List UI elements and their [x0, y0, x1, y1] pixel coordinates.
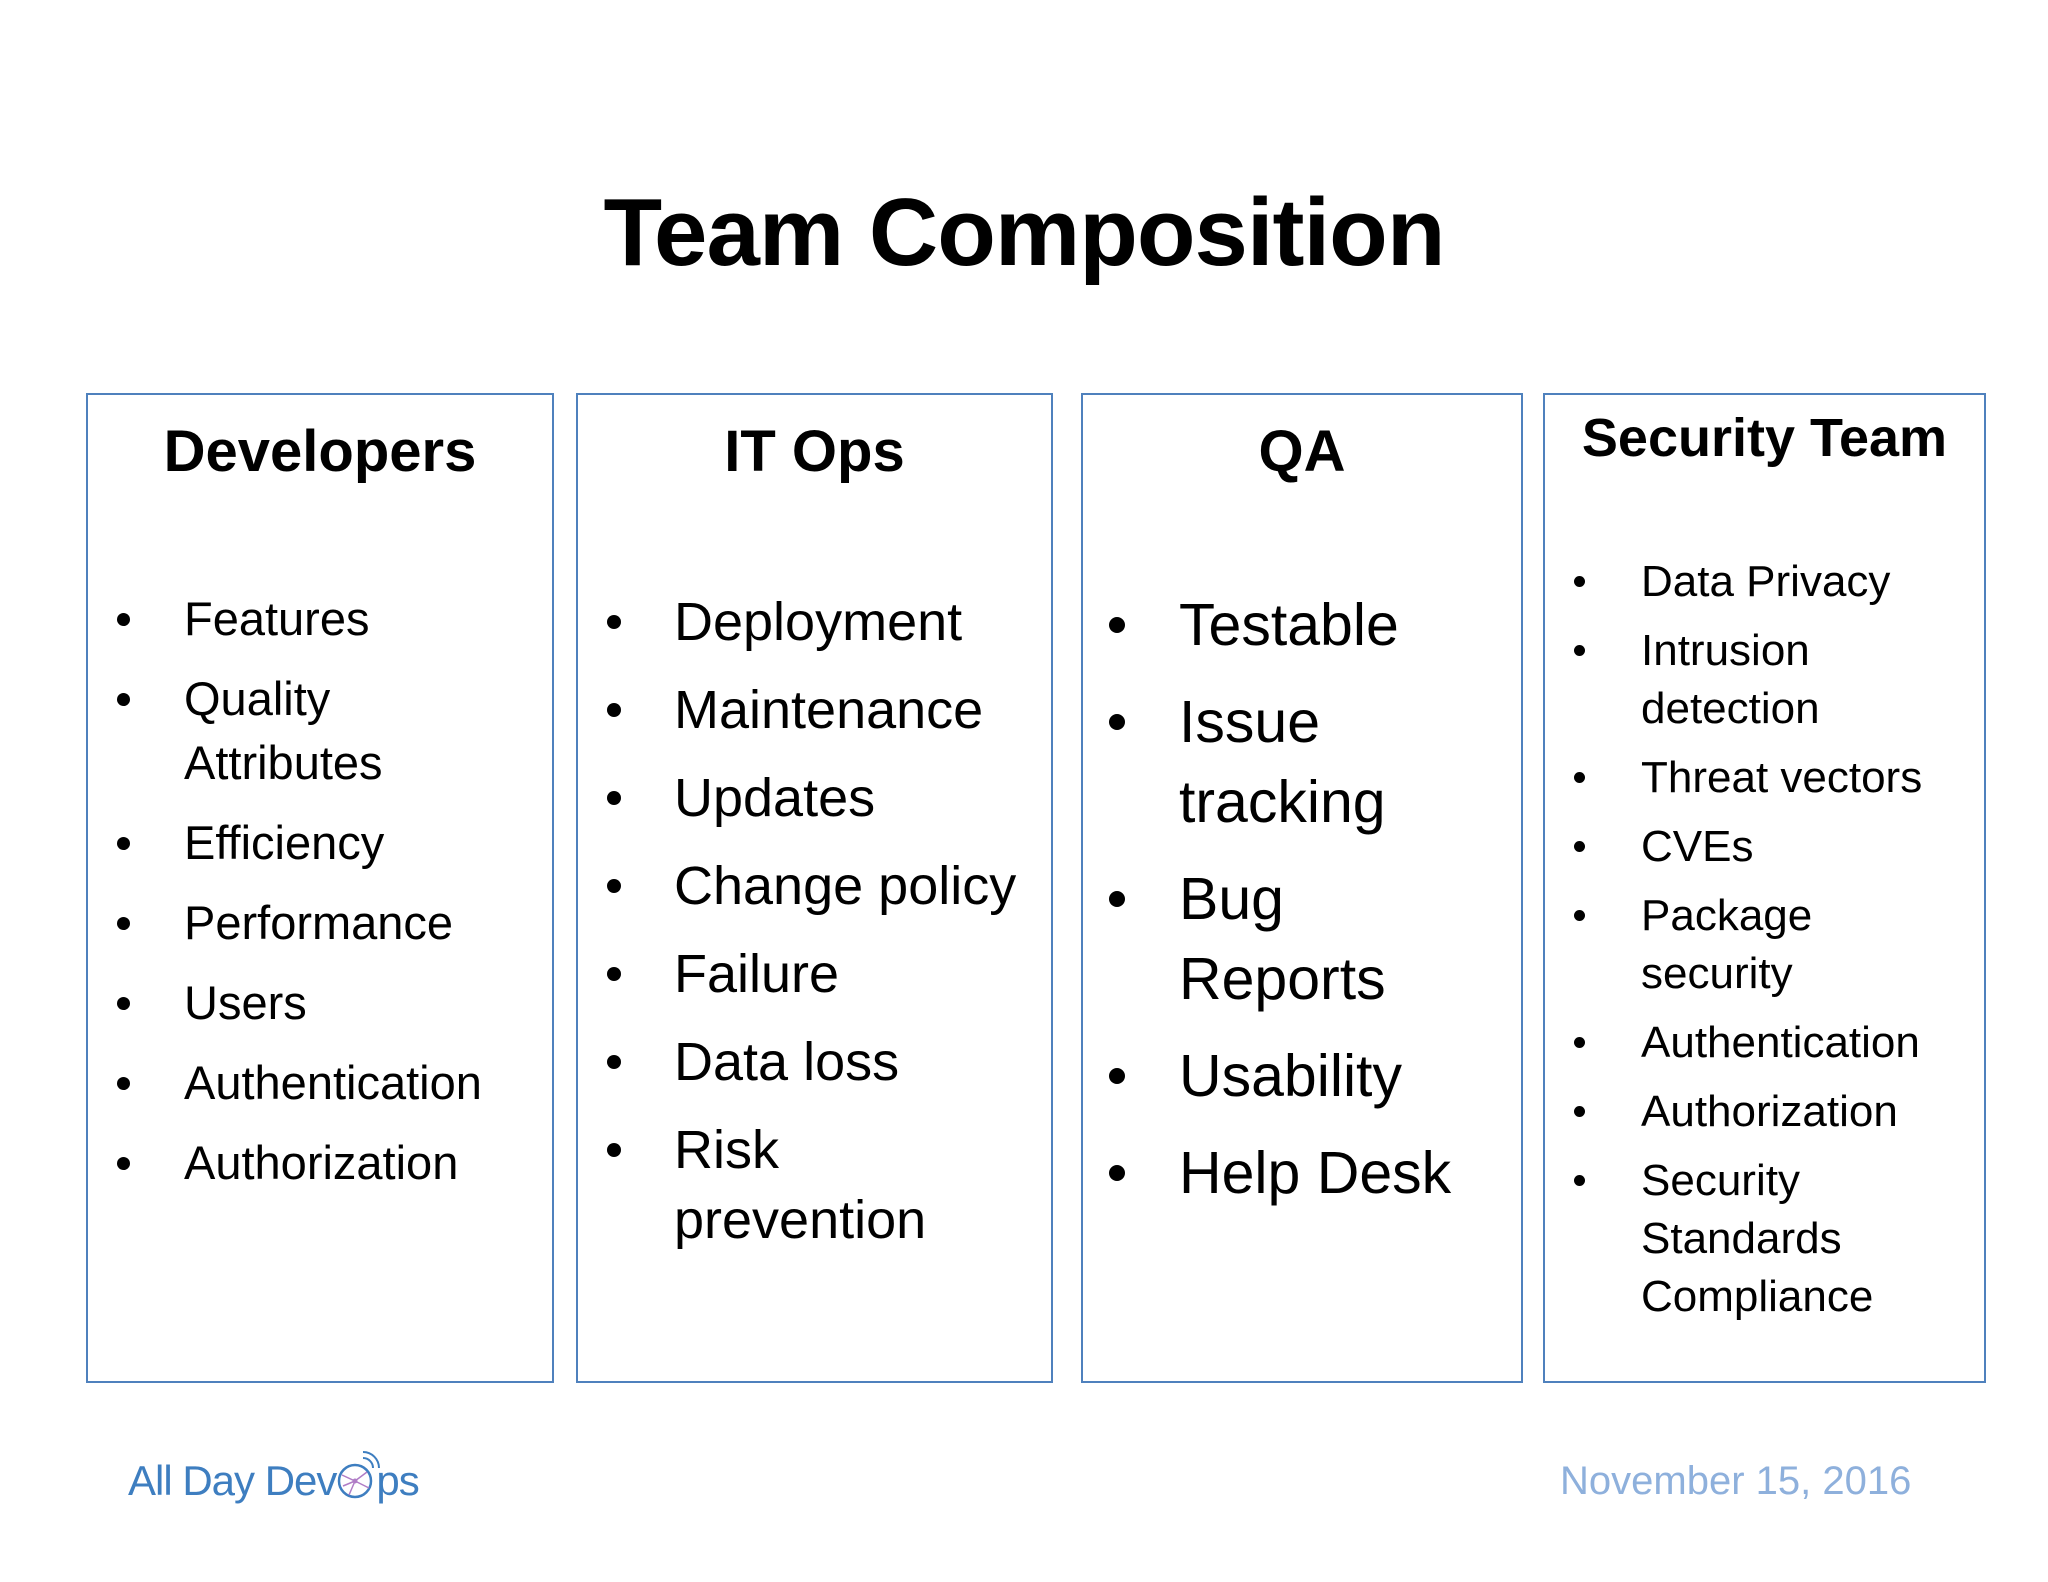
list-item-text: Features [184, 592, 370, 645]
bullet-icon [1109, 1068, 1125, 1084]
list-item-text: Maintenance [674, 680, 984, 740]
list-item [1641, 1152, 1891, 1326]
bullet-icon [1574, 1037, 1585, 1048]
list-item-text: Data loss [674, 1032, 900, 1092]
list-item [674, 587, 1052, 657]
list-item [184, 1131, 550, 1195]
bullet-icon [1574, 645, 1585, 656]
list-item [1641, 818, 1985, 876]
list-item [1641, 1083, 1985, 1141]
list-item-text: Data Privacy [1641, 557, 1891, 606]
list-item-text: Risk prevention [674, 1120, 927, 1250]
list-item-text: Testable [1179, 592, 1399, 658]
logo-text: All Day Dev [128, 1457, 337, 1504]
column-heading: Security Team [1581, 408, 1948, 468]
list-item-text: Authentication [184, 1056, 482, 1109]
bullet-icon [607, 791, 621, 805]
list-item [184, 891, 550, 955]
all-day-devops-logo [128, 1446, 419, 1516]
bullet-list [184, 587, 550, 1211]
bullet-icon [1574, 772, 1585, 783]
list-item [1179, 1036, 1514, 1116]
list-item-text: Package security [1641, 891, 1813, 998]
bullet-icon [1109, 891, 1125, 907]
list-item [1641, 622, 1871, 738]
list-item [184, 1051, 550, 1115]
bullet-icon [1574, 1106, 1585, 1117]
list-item-text: Failure [674, 944, 840, 1004]
bullet-icon [607, 1055, 621, 1069]
list-item [674, 1115, 964, 1255]
list-item [1641, 887, 1861, 1003]
logo-text: ps [376, 1457, 419, 1504]
bullet-icon [1109, 714, 1125, 730]
list-item [184, 667, 384, 795]
bullet-list [674, 587, 1052, 1273]
column-heading: IT Ops [724, 419, 905, 484]
bullet-list [1641, 553, 1985, 1337]
list-item-text: Deployment [674, 592, 963, 652]
column-it-ops [576, 393, 1053, 1383]
bullet-icon [1574, 910, 1585, 921]
list-item-text: Change policy [674, 856, 1017, 916]
list-item [184, 587, 550, 651]
bullet-icon [117, 613, 130, 626]
globe-signal-icon [337, 1462, 375, 1500]
bullet-icon [607, 703, 621, 717]
bullet-icon [117, 837, 130, 850]
list-item-text: Authorization [184, 1136, 459, 1189]
bullet-icon [1574, 841, 1585, 852]
bullet-icon [117, 1157, 130, 1170]
list-item [674, 851, 1052, 921]
column-developers [86, 393, 554, 1383]
list-item-text: Users [184, 976, 307, 1029]
list-item-text: Efficiency [184, 816, 385, 869]
bullet-icon [117, 917, 130, 930]
list-item-text: Updates [674, 768, 876, 828]
column-heading: Developers [163, 419, 477, 484]
list-item [674, 675, 1052, 745]
list-item-text: Quality Attributes [184, 672, 383, 789]
list-item [1179, 682, 1419, 842]
list-item [1179, 859, 1419, 1019]
list-item [1179, 585, 1514, 665]
bullet-icon [117, 997, 130, 1010]
bullet-icon [117, 1077, 130, 1090]
bullet-icon [607, 1143, 621, 1157]
list-item-text: Help Desk [1179, 1140, 1452, 1206]
list-item [1641, 749, 1985, 807]
bullet-icon [607, 615, 621, 629]
column-security-team [1543, 393, 1986, 1383]
list-item [1179, 1133, 1514, 1213]
slide-title: Team Composition [603, 179, 1445, 286]
bullet-list [1179, 585, 1514, 1230]
list-item [184, 811, 550, 875]
list-item-text: Authentication [1641, 1018, 1920, 1067]
bullet-icon [1109, 617, 1125, 633]
slide-date: November 15, 2016 [1560, 1459, 1912, 1503]
bullet-icon [607, 879, 621, 893]
list-item-text: Threat vectors [1641, 753, 1923, 802]
bullet-icon [1574, 1175, 1585, 1186]
bullet-icon [1574, 576, 1585, 587]
list-item-text: Authorization [1641, 1087, 1898, 1136]
list-item-text: Issue tracking [1179, 689, 1386, 835]
list-item [674, 1027, 1052, 1097]
bullet-icon [117, 693, 130, 706]
column-heading: QA [1258, 419, 1346, 484]
list-item-text: Security Standards Compliance [1641, 1156, 1874, 1321]
list-item-text: Intrusion detection [1641, 626, 1820, 733]
bullet-icon [607, 967, 621, 981]
list-item [1641, 553, 1985, 611]
list-item [1641, 1014, 1985, 1072]
list-item-text: CVEs [1641, 822, 1754, 871]
list-item-text: Usability [1179, 1043, 1402, 1109]
list-item-text: Bug Reports [1179, 866, 1386, 1012]
list-item [674, 763, 1052, 833]
list-item-text: Performance [184, 896, 454, 949]
list-item [184, 971, 550, 1035]
list-item [674, 939, 1052, 1009]
bullet-icon [1109, 1165, 1125, 1181]
column-qa [1081, 393, 1523, 1383]
